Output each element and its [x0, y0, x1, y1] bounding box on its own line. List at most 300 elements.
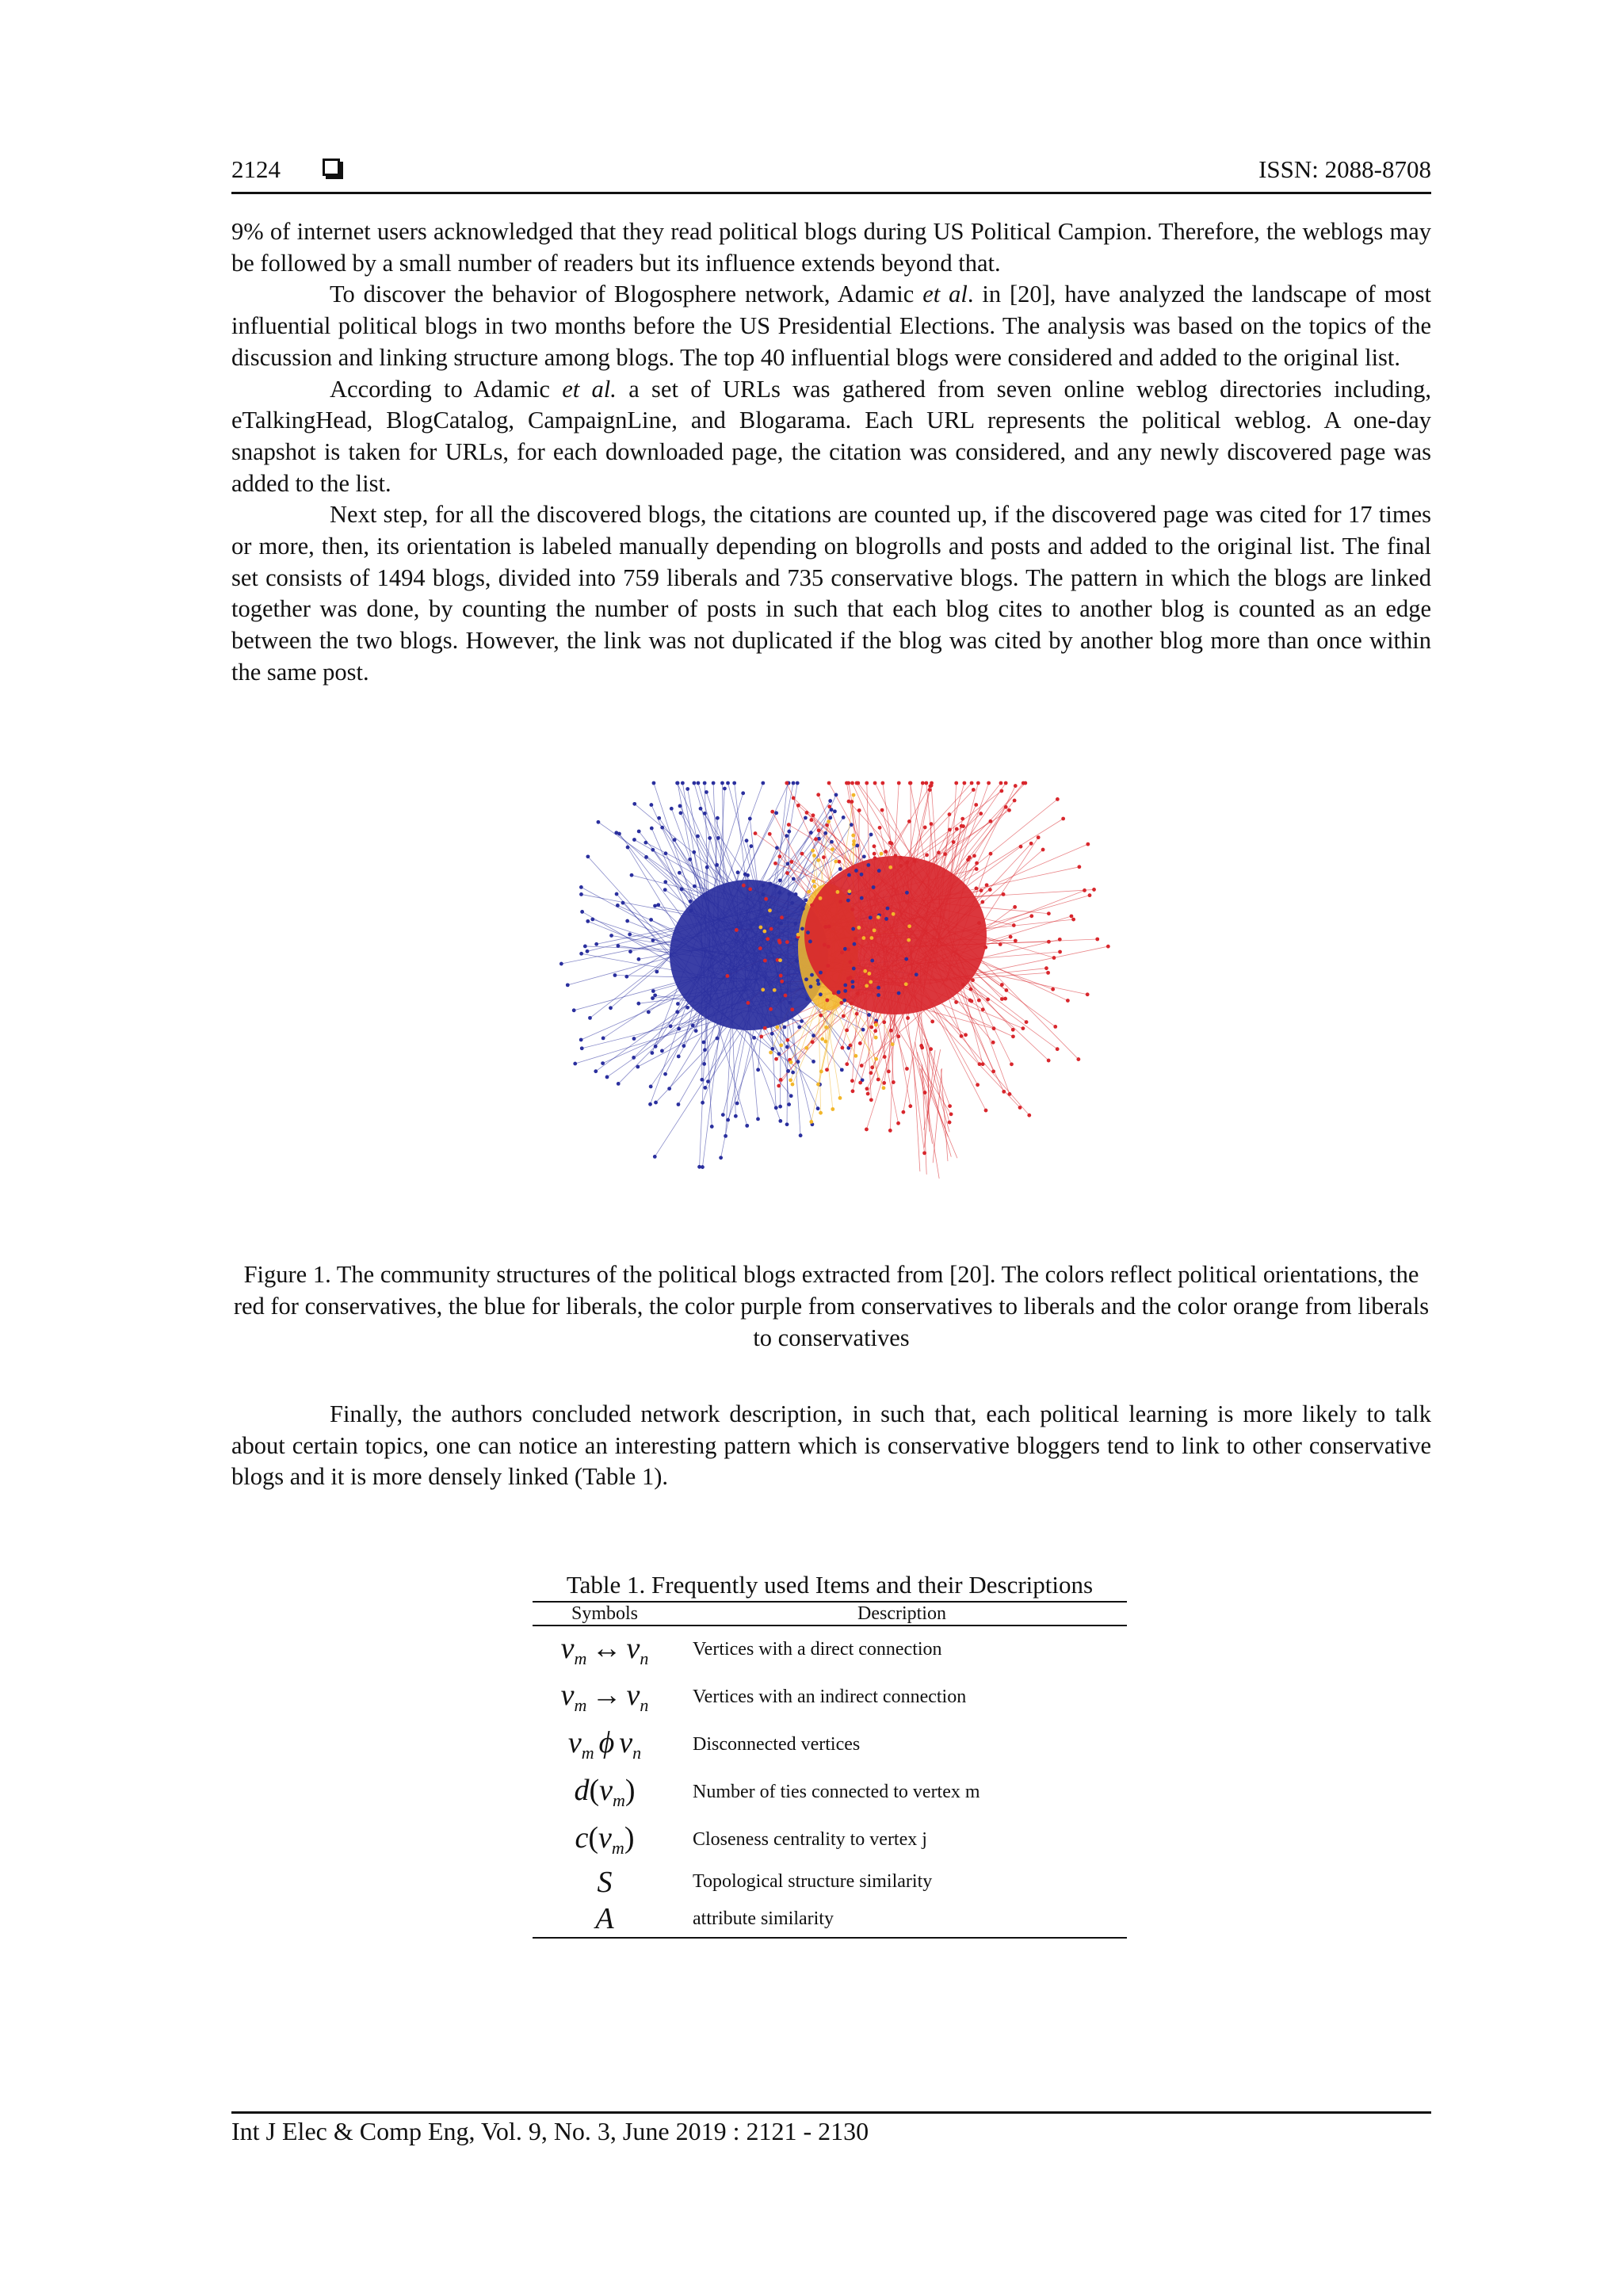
network-node	[823, 943, 827, 947]
table-row	[533, 1721, 1127, 1768]
network-node	[649, 803, 653, 807]
network-node	[726, 781, 730, 785]
network-node	[833, 809, 837, 813]
network-node	[838, 900, 842, 904]
network-node	[768, 832, 772, 836]
network-node	[882, 1020, 886, 1024]
network-node	[988, 888, 992, 892]
network-node	[559, 962, 563, 966]
network-node	[654, 1045, 658, 1049]
network-node	[732, 781, 736, 785]
network-node	[679, 811, 683, 815]
network-node	[773, 988, 777, 992]
network-node	[787, 892, 791, 896]
network-node	[892, 1080, 896, 1084]
network-node	[652, 781, 656, 785]
network-node	[752, 1036, 756, 1040]
network-node	[806, 930, 810, 934]
network-node	[579, 1038, 583, 1042]
col-header-description: Description	[677, 1602, 1127, 1626]
network-node	[780, 980, 784, 984]
network-node	[651, 996, 655, 1000]
network-node	[805, 811, 809, 815]
network-node	[710, 1125, 714, 1129]
network-node	[783, 1026, 787, 1030]
network-node	[865, 781, 869, 785]
network-node	[804, 977, 808, 981]
network-node	[653, 904, 657, 908]
network-node	[1041, 848, 1045, 852]
network-node	[789, 860, 793, 864]
network-node	[685, 1006, 689, 1010]
network-node	[805, 997, 809, 1001]
table-row	[533, 1768, 1127, 1816]
network-node	[1002, 892, 1006, 896]
network-node	[831, 847, 834, 851]
network-node	[845, 1062, 849, 1066]
paragraph-2: To discover the behavior of Blogosphere network, Adamic et al. in [20], have analyzed the landscape of most influential political blogs in two months before the US Presidential Elections. The analysis was based on the topics of the discussion and linking structure among blogs. The top 40 influential blogs were considered and added to the original list.	[231, 281, 1431, 371]
network-node	[579, 892, 583, 896]
network-node	[901, 1110, 905, 1114]
network-node	[810, 973, 814, 977]
network-node	[1000, 997, 1004, 1001]
network-node	[867, 972, 871, 976]
network-node	[774, 1106, 778, 1110]
network-node	[1047, 940, 1051, 944]
network-node	[616, 904, 620, 907]
description-cell: attribute similarity	[677, 1901, 1127, 1938]
network-node	[688, 858, 692, 861]
network-node	[999, 781, 1003, 785]
network-node	[797, 1026, 801, 1030]
network-node	[1011, 1028, 1015, 1032]
network-node	[689, 908, 693, 912]
network-node	[701, 1165, 705, 1169]
network-node	[1000, 983, 1004, 987]
symbol-direct-connection: $v_m$ ↔ $v_n$	[560, 1631, 649, 1668]
network-node	[770, 810, 774, 814]
network-node	[824, 1026, 828, 1030]
network-node	[761, 988, 765, 991]
network-node	[856, 991, 860, 995]
network-node	[999, 942, 1002, 946]
network-node	[827, 945, 831, 949]
figure-1	[515, 777, 1149, 1228]
network-node	[777, 1052, 781, 1056]
network-node	[742, 884, 746, 888]
network-node	[908, 781, 912, 785]
network-node	[809, 831, 813, 835]
network-node	[991, 1041, 995, 1045]
network-node	[852, 839, 856, 843]
network-node	[785, 871, 789, 875]
network-node	[1011, 1034, 1015, 1038]
network-node	[839, 1001, 843, 1005]
network-node	[876, 915, 880, 919]
network-node	[770, 1032, 774, 1036]
network-node	[632, 802, 636, 806]
network-node	[1004, 781, 1008, 785]
network-node	[855, 1012, 859, 1016]
network-node	[827, 925, 831, 929]
page-number: 2124	[231, 155, 281, 183]
network-node	[720, 781, 724, 785]
network-node	[814, 837, 818, 841]
network-node	[637, 957, 641, 961]
network-node	[991, 1069, 995, 1073]
network-node	[977, 999, 981, 1003]
network-node	[1056, 1047, 1060, 1051]
network-node	[858, 1081, 862, 1085]
network-node	[617, 944, 621, 948]
network-node	[649, 918, 653, 922]
network-node	[928, 788, 932, 792]
network-node	[724, 1134, 727, 1138]
network-node	[586, 949, 590, 953]
network-node	[653, 993, 657, 997]
network-node	[759, 1035, 763, 1039]
network-node	[880, 852, 884, 856]
network-node	[1083, 888, 1086, 892]
network-node	[888, 841, 892, 845]
network-node	[954, 1000, 958, 1004]
network-node	[999, 789, 1003, 793]
network-node	[907, 819, 911, 823]
network-node	[975, 861, 979, 865]
network-node	[870, 959, 874, 963]
network-node	[989, 852, 993, 856]
network-node	[716, 816, 720, 820]
network-node	[597, 820, 601, 824]
network-node	[880, 781, 884, 785]
network-node	[778, 1119, 782, 1123]
network-node	[827, 781, 831, 785]
network-node	[851, 985, 855, 989]
network-node	[850, 781, 854, 785]
network-node	[579, 952, 583, 956]
network-node	[792, 781, 796, 785]
network-node	[896, 1121, 900, 1125]
body-text-top	[231, 216, 1431, 689]
network-node	[664, 851, 668, 855]
network-node	[961, 824, 965, 828]
network-node	[787, 1102, 791, 1106]
network-node	[769, 1007, 773, 1011]
network-node	[842, 1014, 846, 1018]
network-node	[795, 959, 799, 963]
network-node	[961, 983, 965, 987]
network-node	[828, 799, 832, 803]
network-node	[988, 819, 992, 823]
network-node	[948, 812, 952, 816]
network-node	[838, 860, 842, 864]
network-node	[723, 787, 727, 791]
network-node	[703, 781, 707, 785]
network-node	[924, 781, 928, 785]
network-node	[851, 927, 855, 931]
network-node	[834, 793, 838, 797]
network-node	[1086, 842, 1090, 846]
network-node	[869, 1071, 873, 1075]
network-node	[677, 1055, 681, 1059]
network-node	[1046, 971, 1050, 975]
network-node	[705, 865, 709, 869]
network-node	[702, 1062, 706, 1066]
header-rule	[231, 192, 1431, 194]
network-node	[878, 826, 882, 830]
network-node	[1052, 956, 1056, 960]
network-node	[869, 915, 873, 919]
network-node	[876, 986, 880, 990]
network-node	[873, 852, 876, 856]
network-node	[948, 828, 952, 832]
network-node	[906, 1016, 910, 1020]
network-node	[651, 989, 655, 993]
network-node	[779, 922, 783, 926]
network-node	[834, 860, 838, 864]
network-node	[860, 873, 864, 877]
network-node	[697, 781, 701, 785]
symbol-structure-similarity: S	[597, 1865, 613, 1899]
network-node	[819, 971, 823, 975]
network-node	[796, 781, 800, 785]
network-node	[615, 892, 619, 896]
network-node	[780, 915, 784, 919]
network-node	[777, 854, 781, 858]
network-node	[812, 813, 815, 817]
network-node	[848, 1044, 852, 1048]
network-node	[841, 1046, 845, 1050]
conservative-cluster-core	[804, 856, 987, 1014]
network-node	[822, 855, 826, 859]
network-node	[919, 1044, 923, 1048]
network-node	[764, 897, 768, 901]
network-node	[987, 781, 991, 785]
network-node	[594, 1069, 598, 1073]
network-node	[905, 891, 909, 895]
description-cell: Closeness centrality to vertex j	[693, 1828, 927, 1850]
network-node	[763, 959, 767, 963]
network-node	[985, 883, 989, 887]
network-node	[786, 861, 790, 865]
figure-caption: Figure 1. The community structures of the political blogs extracted from [20]. The colors reflect political orientations, the red for conservatives, the blue for liberals, the color purple from conservatives to liberals and the color orange from liberals to conservatives	[233, 1261, 1430, 1351]
network-node	[984, 1109, 988, 1113]
network-node	[1029, 842, 1033, 846]
network-node	[827, 804, 831, 808]
network-node	[854, 937, 857, 941]
network-node	[736, 870, 740, 874]
network-node	[819, 896, 823, 900]
network-node	[863, 969, 867, 973]
network-node	[601, 1061, 605, 1065]
network-node	[651, 848, 655, 852]
network-node	[747, 1001, 750, 1005]
network-node	[609, 1006, 613, 1010]
network-node	[789, 1001, 792, 1005]
network-node	[850, 980, 854, 984]
network-node	[812, 854, 816, 858]
network-node	[876, 1078, 880, 1082]
network-node	[703, 1048, 707, 1052]
network-node	[670, 807, 674, 811]
network-node	[869, 833, 873, 837]
network-node	[693, 781, 697, 785]
network-node	[746, 873, 750, 877]
network-node	[1014, 784, 1018, 788]
network-node	[860, 896, 864, 900]
network-node	[858, 1041, 862, 1045]
network-node	[628, 933, 632, 937]
network-node	[888, 865, 892, 869]
network-node	[854, 869, 858, 873]
network-node	[678, 804, 682, 808]
network-node	[586, 919, 590, 923]
network-node	[830, 840, 834, 844]
network-node	[745, 839, 749, 842]
network-node	[872, 885, 876, 889]
body-text-bottom	[231, 1399, 1431, 1493]
network-node	[975, 867, 979, 871]
symbol-disconnected: $v_m$ ϕ $v_n$	[567, 1726, 642, 1763]
network-node	[657, 816, 661, 820]
network-node	[796, 804, 800, 808]
network-node	[785, 1045, 789, 1049]
network-node	[970, 781, 974, 785]
network-node	[719, 1156, 723, 1159]
network-node	[725, 974, 729, 978]
description-cell: Topological structure similarity	[693, 1871, 933, 1892]
network-node	[769, 1051, 773, 1055]
network-node	[866, 1092, 870, 1096]
network-node	[579, 885, 583, 889]
network-node	[667, 1087, 671, 1091]
network-node	[726, 1118, 730, 1122]
network-node	[769, 882, 773, 886]
network-node	[1061, 817, 1065, 821]
network-node	[869, 1026, 873, 1030]
network-node	[777, 1084, 781, 1088]
network-node	[845, 1028, 849, 1032]
network-node	[960, 1034, 964, 1038]
network-node	[636, 1002, 640, 1006]
network-node	[904, 982, 908, 986]
network-node	[976, 781, 980, 785]
network-node	[1095, 938, 1099, 942]
network-node	[644, 855, 648, 859]
symbol-degree: $d(v_m)$	[574, 1774, 636, 1810]
network-node	[955, 827, 959, 831]
network-node	[954, 781, 958, 785]
network-node	[677, 1027, 681, 1031]
network-node	[930, 784, 934, 788]
network-node	[1027, 1114, 1031, 1117]
network-node	[870, 1065, 874, 1069]
network-node	[790, 901, 794, 905]
network-node	[838, 1096, 842, 1100]
network-node	[974, 886, 978, 890]
network-node	[1058, 938, 1062, 942]
network-node	[843, 984, 847, 988]
network-node	[851, 1089, 855, 1093]
network-node	[873, 781, 877, 785]
network-node	[852, 793, 856, 797]
network-node	[968, 855, 972, 859]
network-node	[981, 1062, 985, 1066]
network-node	[849, 960, 853, 964]
network-node	[823, 831, 827, 835]
network-node	[654, 1101, 658, 1105]
network-node	[708, 836, 712, 840]
network-node	[605, 1075, 609, 1079]
network-node	[769, 927, 773, 931]
network-node	[784, 994, 788, 998]
network-node	[1022, 781, 1025, 785]
network-node	[892, 912, 896, 916]
network-node	[1010, 1062, 1014, 1066]
network-node	[904, 957, 908, 961]
network-node	[1086, 992, 1090, 996]
network-node	[907, 938, 911, 942]
network-node	[660, 1049, 664, 1053]
network-node	[888, 1129, 892, 1133]
network-node	[896, 1034, 900, 1038]
network-node	[977, 921, 981, 925]
network-node	[874, 1057, 878, 1061]
network-node	[819, 1111, 823, 1115]
network-node	[650, 827, 654, 831]
network-node	[1012, 923, 1016, 927]
network-node	[850, 1002, 854, 1006]
table-row	[533, 1673, 1127, 1721]
network-node	[1004, 988, 1008, 992]
network-node	[678, 871, 682, 875]
network-node	[777, 938, 781, 942]
network-node	[706, 1079, 710, 1083]
network-node	[566, 983, 570, 987]
network-node	[1007, 808, 1011, 812]
network-node	[812, 879, 815, 883]
paragraph-5: Finally, the authors concluded network description, in such that, each political learning is more likely to talk about certain topics, one can notice an interesting pattern which is conservative bloggers tend to link to other conservative blogs and it is more densely linked (Table 1).	[231, 1400, 1431, 1491]
network-node	[601, 1037, 605, 1041]
network-node	[810, 904, 814, 907]
network-node	[613, 973, 617, 977]
network-node	[796, 1060, 800, 1064]
network-node	[873, 844, 876, 848]
network-node	[877, 869, 881, 873]
network-node	[983, 946, 987, 949]
network-node	[825, 999, 829, 1003]
network-node	[1071, 918, 1075, 922]
footer-rule	[231, 2111, 1431, 2114]
network-node	[703, 812, 707, 816]
network-node	[1013, 905, 1017, 909]
network-node	[907, 924, 911, 928]
network-node	[1029, 914, 1033, 918]
network-node	[789, 1078, 792, 1082]
network-node	[663, 880, 667, 884]
network-node	[655, 970, 659, 974]
network-node	[716, 836, 720, 840]
network-node	[1004, 805, 1008, 809]
network-node	[779, 974, 783, 978]
network-node	[861, 936, 865, 940]
network-node	[923, 826, 927, 830]
network-node	[972, 854, 976, 858]
network-node	[650, 1051, 654, 1055]
network-node	[656, 903, 660, 907]
network-node	[1003, 997, 1007, 1001]
network-node	[1088, 893, 1092, 897]
